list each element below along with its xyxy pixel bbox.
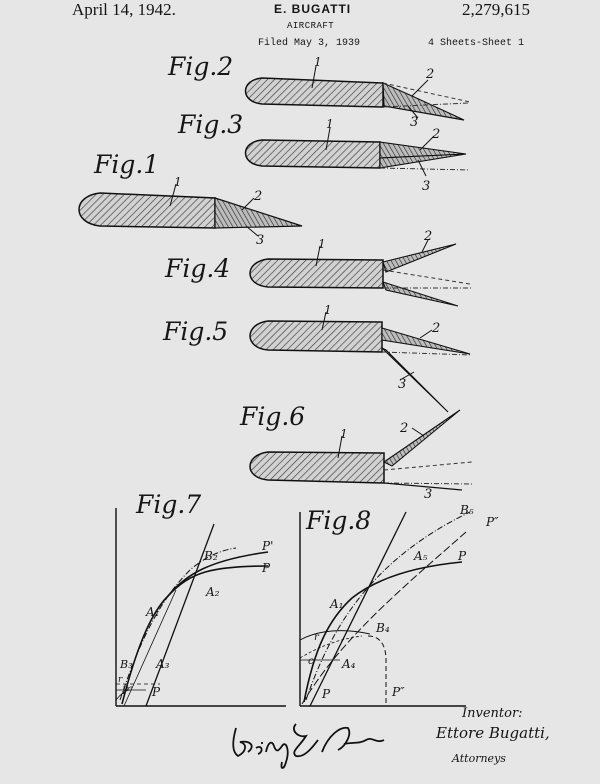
fig-5-callout-2: 2	[432, 321, 441, 336]
fig-5-callout-3: 3	[398, 377, 407, 392]
filed-date: Filed May 3, 1939	[258, 38, 361, 49]
fig-8-label-p-low: P	[322, 687, 331, 701]
fig-5-callout-1: 1	[324, 303, 332, 317]
fig-7-label-a3: A₃	[156, 657, 170, 671]
fig-2-airfoil	[246, 66, 471, 120]
sheet-count: 4 Sheets-Sheet 1	[428, 38, 525, 49]
fig-4-airfoil	[250, 240, 472, 306]
fig-1-airfoil	[79, 184, 302, 236]
fig-7-label-a2: A₂	[206, 585, 220, 599]
fig-6-callout-3: 3	[424, 487, 433, 502]
fig-3-callout-2: 2	[432, 127, 441, 142]
attorney-signature	[233, 724, 384, 768]
fig-8-label-b4: B₄	[376, 621, 390, 635]
patent-date: April 14, 1942.	[72, 0, 176, 19]
fig-6-label: Fig.6	[240, 402, 306, 431]
fig-8-label: Fig.8	[306, 506, 372, 535]
fig-2-callout-2: 2	[426, 67, 435, 82]
fig-5-label: Fig.5	[163, 317, 229, 346]
inventor-signature-name: Ettore Bugatti,	[436, 724, 550, 742]
inventor-header: E. BUGATTI	[274, 2, 352, 16]
attorneys-label: Attorneys	[452, 752, 506, 765]
fig-8-graph	[300, 512, 470, 706]
fig-8-label-a4: A₄	[342, 657, 356, 671]
fig-3-callout-3: 3	[422, 179, 431, 194]
inventor-label: Inventor:	[462, 706, 523, 721]
fig-7-label: Fig.7	[136, 490, 202, 519]
fig-3-label: Fig.3	[178, 110, 244, 139]
fig-7-label-r: r	[118, 675, 123, 685]
fig-8-label-p: P	[458, 549, 467, 563]
patent-number: 2,279,615	[462, 0, 530, 19]
fig-2-callout-3: 3	[410, 115, 419, 130]
fig-7-label-p-prime: P'	[262, 539, 274, 553]
fig-6-callout-1: 1	[340, 427, 348, 441]
fig-8-label-r: r	[314, 632, 319, 643]
fig-8-label-p-dprime-top: P″	[486, 515, 499, 529]
fig-7-label-a1: A₁	[146, 605, 160, 619]
fig-1-label: Fig.1	[94, 150, 160, 179]
fig-8-label-a5: A₅	[414, 549, 428, 563]
fig-2-label: Fig.2	[168, 52, 234, 81]
fig-6-callout-2: 2	[400, 421, 409, 436]
fig-8-label-c: c	[308, 656, 314, 667]
fig-7-label-p: P	[262, 561, 271, 575]
fig-4-label: Fig.4	[165, 254, 231, 283]
fig-8-label-a1: A₁	[330, 597, 344, 611]
fig-8-label-p-dprime-low: P″	[392, 685, 405, 699]
fig-1-callout-1: 1	[174, 175, 182, 189]
fig-2-callout-1: 1	[314, 55, 322, 69]
patent-title: AIRCRAFT	[287, 21, 335, 31]
fig-3-callout-1: 1	[326, 117, 334, 131]
fig-6-airfoil	[250, 410, 472, 490]
fig-7-graph	[116, 508, 286, 706]
fig-7-label-p-dprime: P″	[122, 686, 133, 697]
fig-1-callout-2: 2	[254, 189, 263, 204]
fig-7-label-p-low: P	[152, 685, 161, 699]
fig-7-label-b2: B₂	[204, 549, 218, 563]
fig-1-callout-3: 3	[256, 233, 265, 248]
fig-7-label-b3: B₃	[120, 658, 133, 671]
fig-4-callout-2: 2	[424, 229, 433, 244]
fig-4-callout-1: 1	[318, 237, 326, 251]
fig-8-label-b5: B₅	[460, 503, 474, 517]
